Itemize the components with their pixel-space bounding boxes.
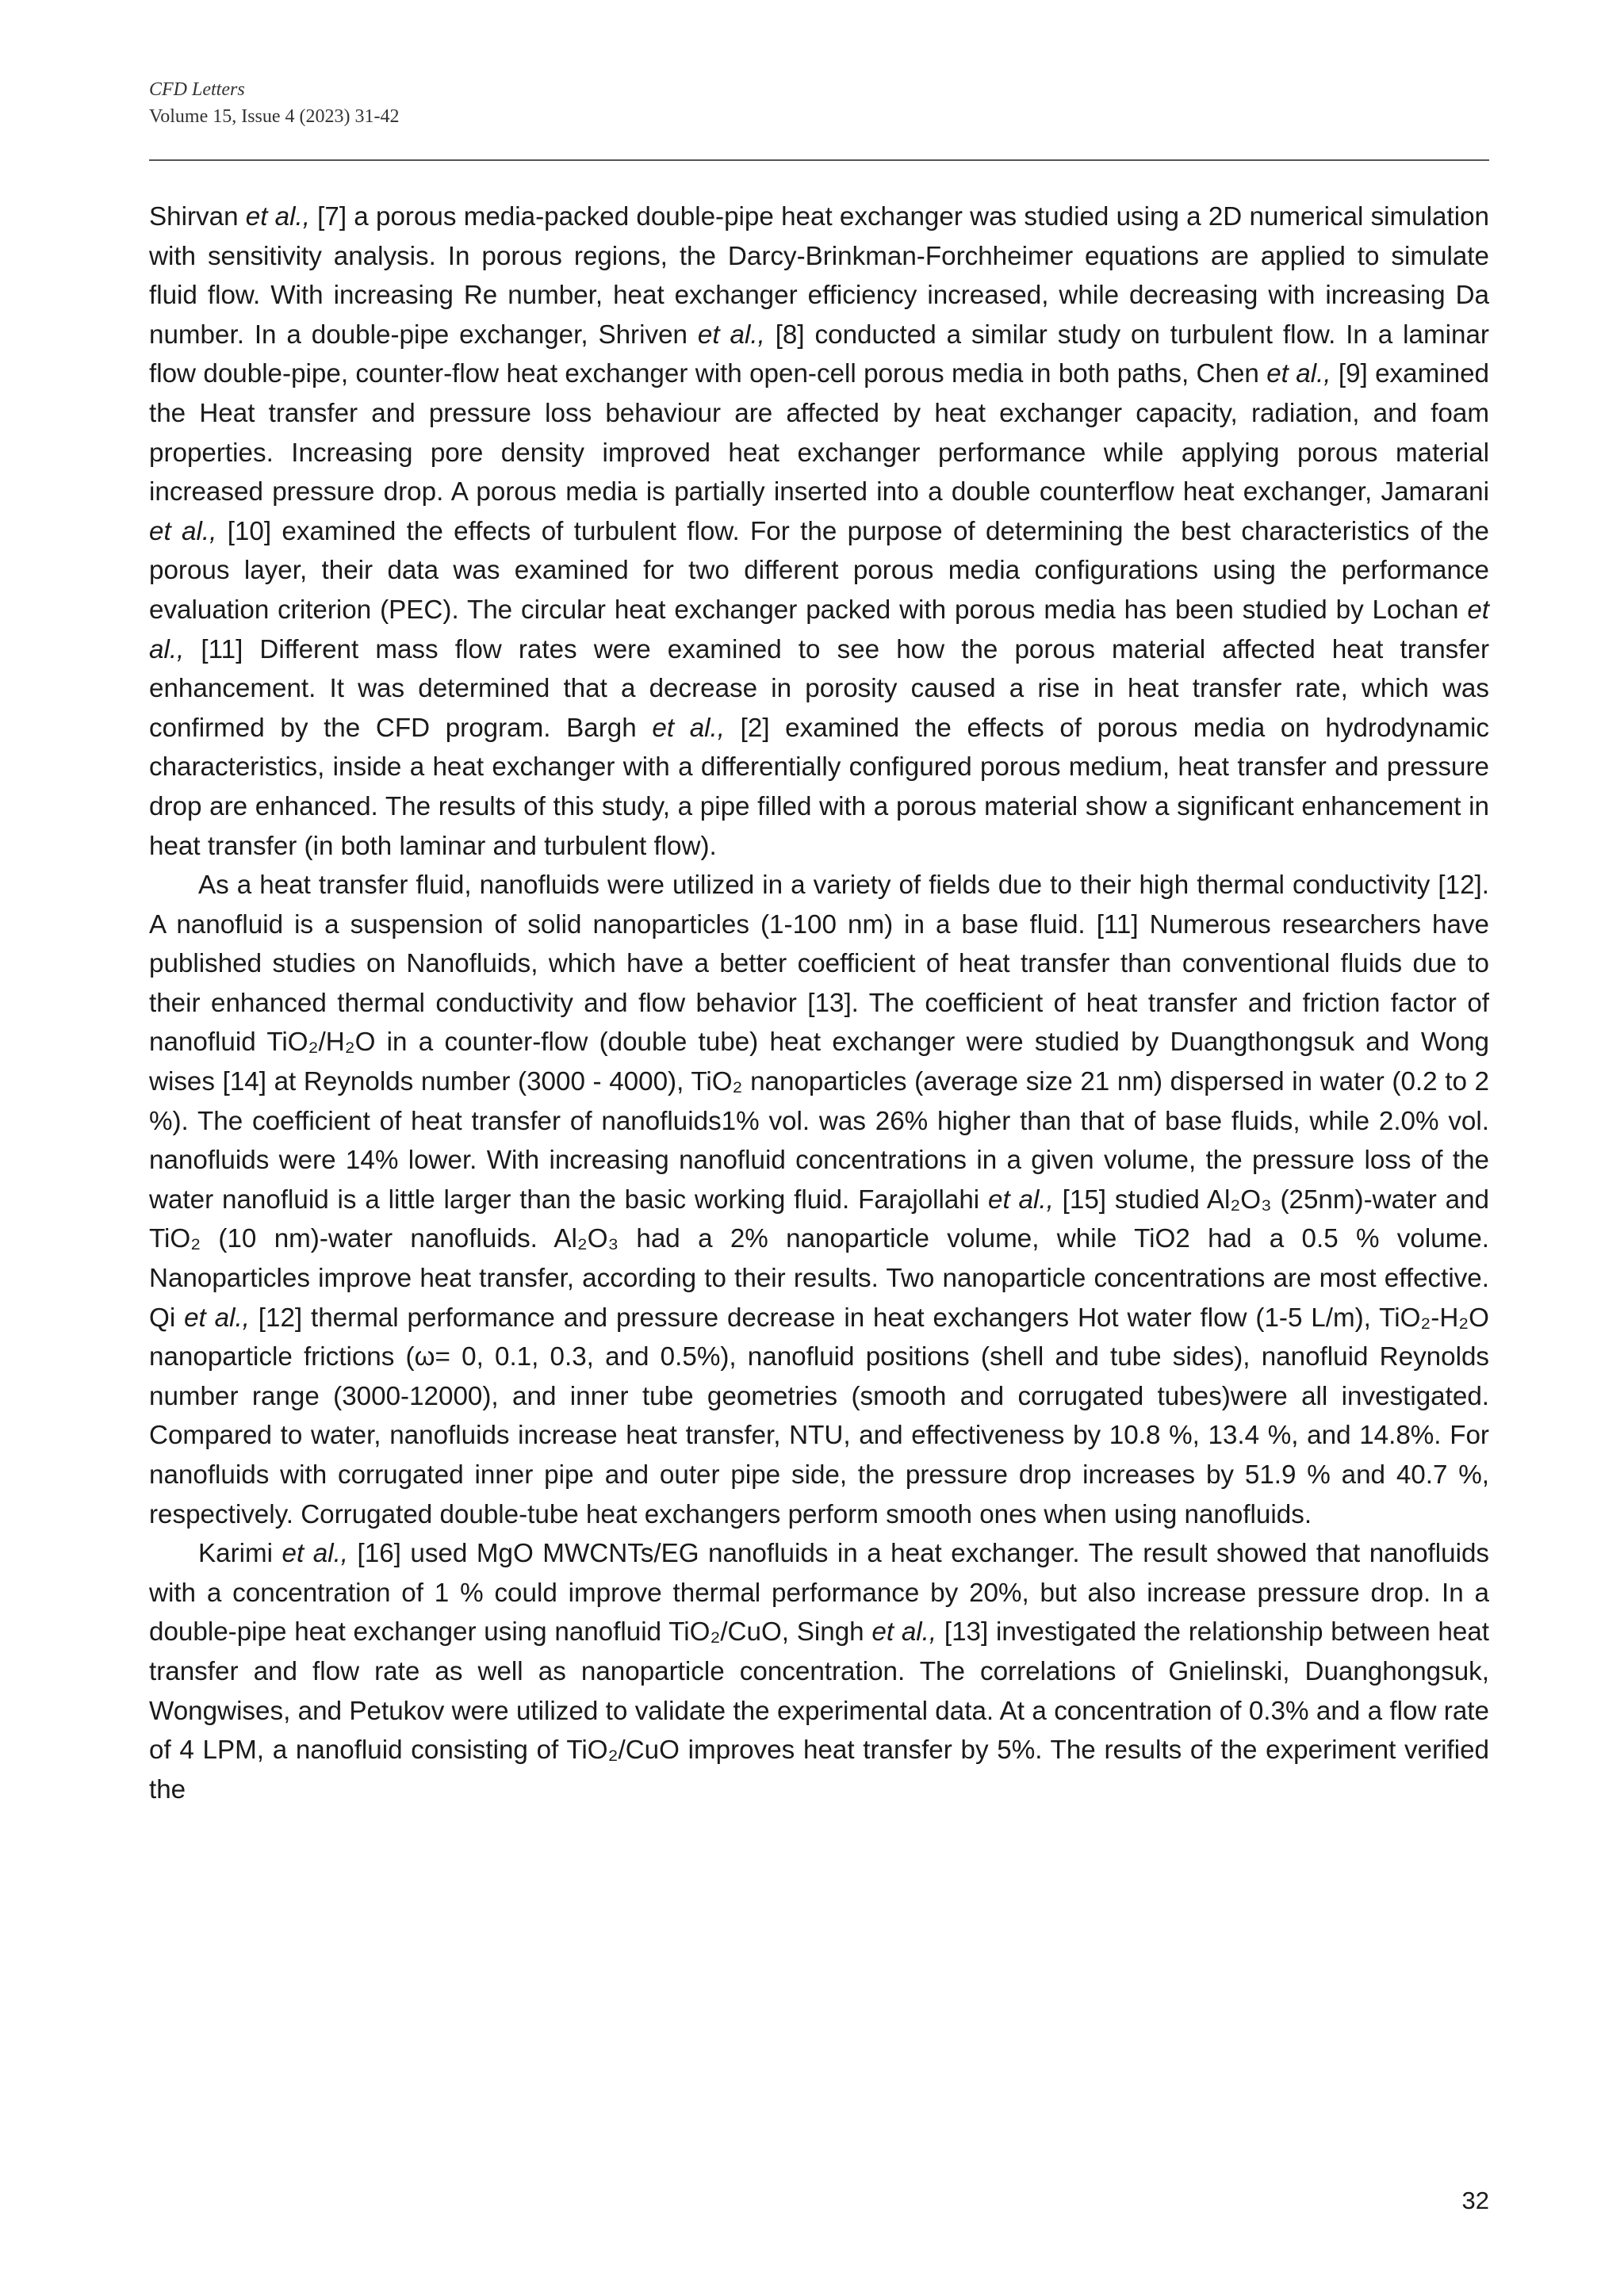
body-text <box>149 197 1489 1809</box>
italic-run: et al., <box>184 1303 250 1333</box>
text-run: [11] Different mass flow rates were examined to see how the porous material affected heat transfer enhancement. It was determined that a decrease in porosity caused a rise in heat transfer rate, which was confirmed by the CFD program. Bargh <box>149 634 1489 743</box>
text-run: [7] a porous media-packed double-pipe heat exchanger was studied using a 2D numerical simulation with sensitivity analysis. In porous regions, the Darcy-Brinkman-Forchheimer equations are applied to simulate fluid flow. With increasing Re number, heat exchanger efficiency increased, while decreasing with increasing Da number. In a double-pipe exchanger, Shriven <box>149 202 1490 350</box>
header-rule <box>149 159 1489 161</box>
italic-run: et al., <box>245 202 310 232</box>
italic-run: et al., <box>149 516 217 546</box>
body-paragraph-p1 <box>149 197 1489 866</box>
italic-run: et al., <box>697 320 765 350</box>
text-run: [13] investigated the relationship between heat transfer and flow rate as well as nanoparticle concentration. The correlations of Gnielinski, Duanghongsuk, Wongwises, and Petukov were utilized to validate the experimental data. At a concentration of 0.3% and a flow rate of 4 LPM, a nanofluid consisting of TiO₂/CuO improves heat transfer by 5%. The results of the experiment verified the <box>149 1617 1490 1804</box>
volume-info: Volume 15, Issue 4 (2023) 31-42 <box>149 106 400 127</box>
text-run: [9] examined the Heat transfer and pressure loss behaviour are affected by heat exchanger capacity, radiation, and foam properties. Increasing pore density improved heat exchanger performance while applying porous material increased pressure drop. A porous media is partially inserted into a double counterflow heat exchanger, Jamarani <box>149 359 1489 507</box>
body-paragraph-p3 <box>149 1534 1489 1809</box>
text-run: [10] examined the effects of turbulent flow. For the purpose of determining the best characteristics of the porous layer, their data was examined for two different porous media configurations using the performance evaluation criterion (PEC). The circular heat exchanger packed with porous media has been studied by Lochan <box>149 516 1490 625</box>
italic-run: et al., <box>282 1539 349 1569</box>
text-run: [8] conducted a similar study on turbulent flow. In a laminar flow double-pipe, counter-flow heat exchanger with open-cell porous media in both paths, Chen <box>149 320 1489 389</box>
text-run: [16] used MgO MWCNTs/EG nanofluids in a heat exchanger. The result showed that nanofluids with a concentration of 1 % could improve thermal performance by 20%, but also increase pressure drop. In a double-pipe heat exchanger using nanofluid TiO₂/CuO, Singh <box>149 1539 1489 1647</box>
text-run: As a heat transfer fluid, nanofluids were utilized in a variety of fields due to their high thermal conductivity [12]. A nanofluid is a suspension of solid nanoparticles (1-100 nm) in a base fluid. [11] Numerous researchers have published studies on Nanofluids, which have a better coefficient of heat transfer than conventional fluids due to their enhanced thermal conductivity and flow behavior [13]. The coefficient of heat transfer and friction factor of nanofluid TiO₂/H₂O in a counter-flow (double tube) heat exchanger were studied by Duangthongsuk and Wong wises [14] at Reynolds number (3000 - 4000), TiO₂ nanoparticles (average size 21 nm) dispersed in water (0.2 to 2 %). The coefficient of heat transfer of nanofluids1% vol. was 26% higher than that of base fluids, while 2.0% vol. nanofluids were 14% lower. With increasing nanofluid concentrations in a given volume, the pressure loss of the water nanofluid is a little larger than the basic working fluid. Farajollahi <box>149 871 1489 1215</box>
journal-name: CFD Letters <box>149 79 245 100</box>
page-number: 32 <box>1461 2187 1489 2214</box>
running-head <box>149 76 400 130</box>
text-run: [15] studied Al₂O₃ (25nm)-water and TiO₂ (10 nm)-water nanofluids. Al₂O₃ had a 2% nanoparticle volume, while TiO2 had a 0.5 % volume. Nanoparticles improve heat transfer, according to their results. Two nanoparticle concentrations are most effective. Qi <box>149 1184 1489 1333</box>
text-run: [12] thermal performance and pressure decrease in heat exchangers Hot water flow (1-5 L/m), TiO₂-H₂O nanoparticle frictions (ω= 0, 0.1, 0.3, and 0.5%), nanofluid positions (shell and tube sides), nanofluid Reynolds number range (3000-12000), and inner tube geometries (smooth and corrugated tubes)were all investigated. Compared to water, nanofluids increase heat transfer, NTU, and effectiveness by 10.8 %, 13.4 %, and 14.8%. For nanofluids with corrugated inner pipe and outer pipe side, the pressure drop increases by 51.9 % and 40.7 %, respectively. Corrugated double-tube heat exchangers perform smooth ones when using nanofluids. <box>149 1303 1489 1529</box>
body-paragraph-p2 <box>149 866 1489 1534</box>
italic-run: et al., <box>988 1184 1054 1215</box>
italic-run: et al., <box>652 713 725 743</box>
text-run: [2] examined the effects of porous media on hydrodynamic characteristics, inside a heat exchanger with a differentially configured porous medium, heat transfer and pressure drop are enhanced. The results of this study, a pipe filled with a porous material show a significant enhancement in heat transfer (in both laminar and turbulent flow). <box>149 713 1489 861</box>
text-run: Shirvan <box>149 202 246 232</box>
text-run: Karimi <box>198 1539 282 1569</box>
italic-run: et al., <box>871 1617 937 1647</box>
italic-run: et al., <box>149 595 1489 664</box>
italic-run: et al., <box>1266 359 1331 389</box>
